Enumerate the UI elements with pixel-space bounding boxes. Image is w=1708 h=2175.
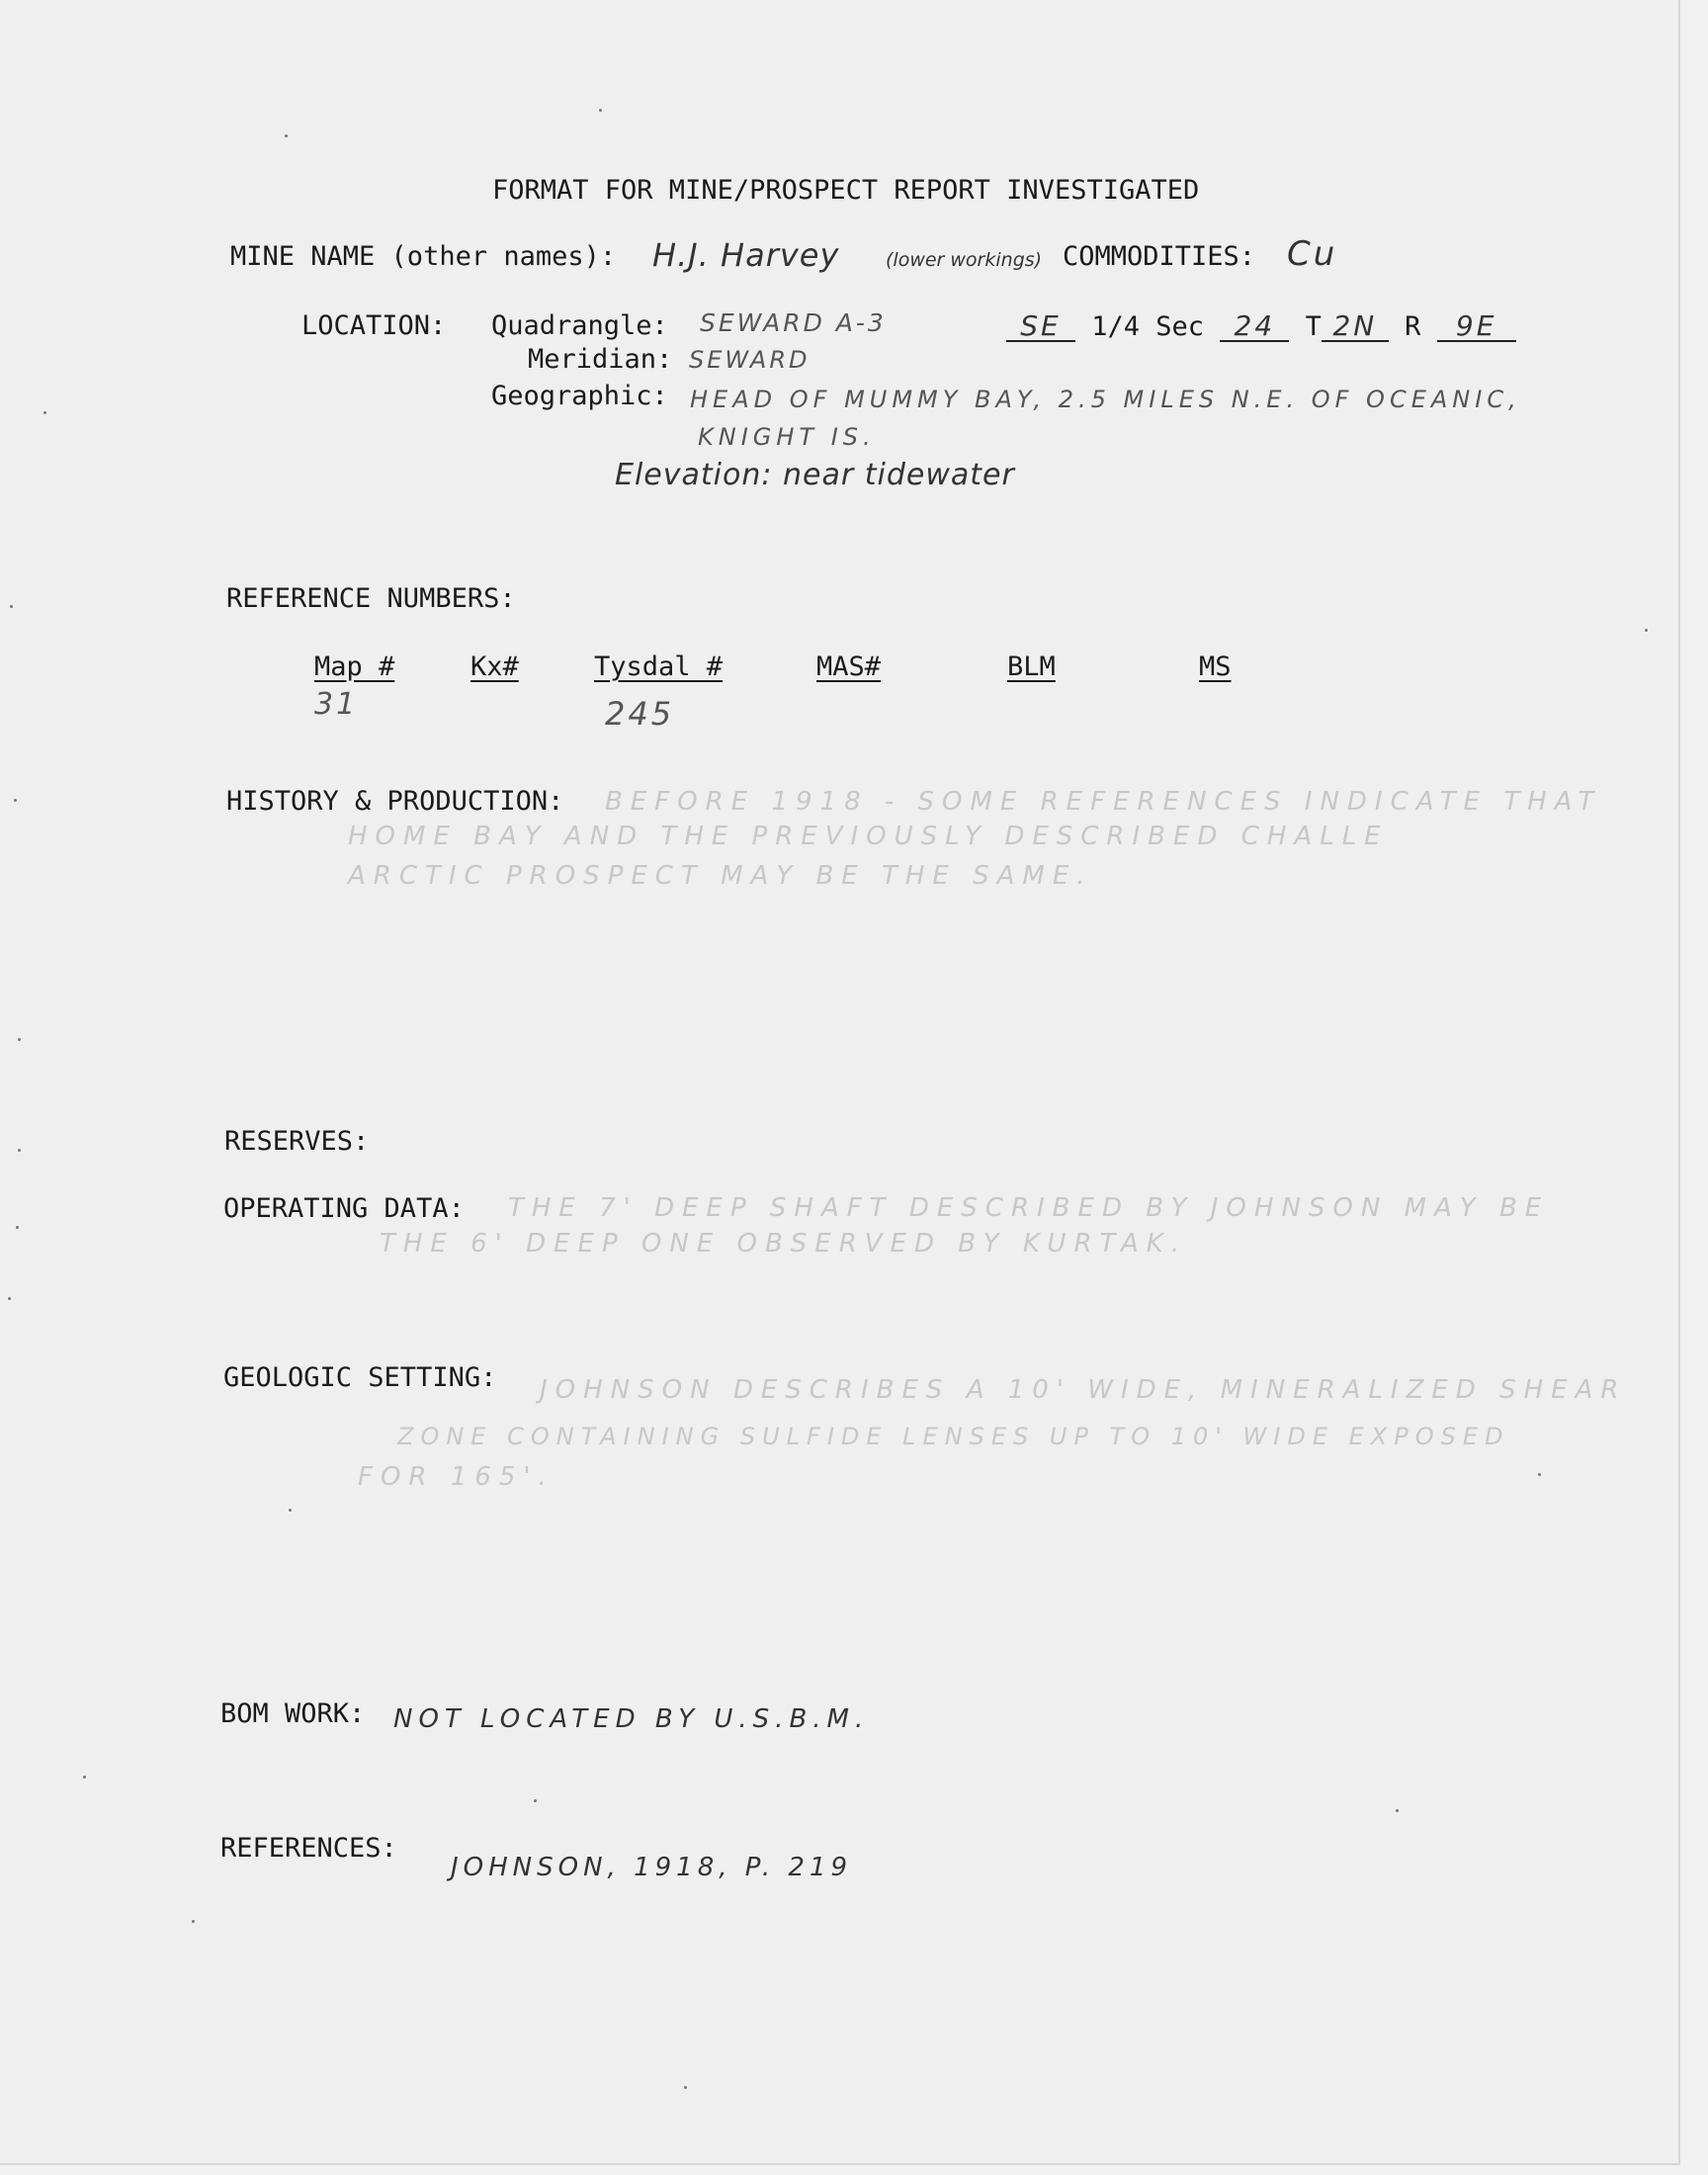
references-value: JOHNSON, 1918, P. 219 <box>451 1853 853 1882</box>
scan-speck <box>599 109 602 112</box>
operating-data-label: OPERATING DATA: <box>223 1193 465 1224</box>
ref-header-mas: MAS# <box>816 652 882 682</box>
reference-numbers-label: REFERENCE NUMBERS: <box>226 583 516 614</box>
history-label: HISTORY & PRODUCTION: <box>226 786 564 817</box>
geographic-line-1: HEAD OF MUMMY BAY, 2.5 MILES N.E. OF OCEANIC, <box>690 386 1521 413</box>
scan-speck <box>18 1149 21 1152</box>
township-value: 2N <box>1332 309 1378 342</box>
commodities-label: COMMODITIES: <box>1063 241 1256 272</box>
history-line-1: BEFORE 1918 - SOME REFERENCES INDICATE THAT <box>605 787 1602 817</box>
plss-group <box>1006 309 1516 342</box>
elevation-note: Elevation: near tidewater <box>615 458 1015 492</box>
operating-line-1: THE 7' DEEP SHAFT DESCRIBED BY JOHNSON MAY BE <box>508 1193 1550 1223</box>
bom-work-value: NOT LOCATED BY U.S.B.M. <box>393 1704 870 1734</box>
range-value: 9E <box>1455 309 1497 342</box>
geologic-line-2: ZONE CONTAINING SULFIDE LENSES UP TO 10' WIDE EXPOSED <box>397 1423 1510 1450</box>
scan-speck <box>285 134 288 137</box>
ref-value-map: 31 <box>314 687 359 722</box>
scan-speck <box>83 1776 86 1779</box>
scan-speck <box>43 411 46 414</box>
scan-speck <box>14 799 17 802</box>
mine-name-label: MINE NAME (other names): <box>230 241 617 272</box>
geographic-label: Geographic: <box>491 381 668 411</box>
location-label: LOCATION: <box>301 310 447 341</box>
operating-line-2: THE 6' DEEP ONE OBSERVED BY KURTAK. <box>380 1229 1188 1259</box>
ref-header-blm: BLM <box>1007 652 1056 682</box>
quadrangle-value: SEWARD A-3 <box>700 308 887 337</box>
ref-header-tysdal: Tysdal # <box>594 652 724 682</box>
section-value: 24 <box>1234 309 1276 342</box>
geologic-setting-label: GEOLOGIC SETTING: <box>223 1362 497 1393</box>
ref-value-tysdal: 245 <box>605 695 675 733</box>
history-line-2: HOME BAY AND THE PREVIOUSLY DESCRIBED CHALLE <box>348 822 1389 851</box>
scan-speck <box>10 605 13 608</box>
ref-header-ms: MS <box>1199 652 1232 682</box>
mine-name-value: H.J. Harvey <box>652 236 840 274</box>
scan-speck <box>684 2086 687 2089</box>
references-label: REFERENCES: <box>220 1833 397 1864</box>
form-title: FORMAT FOR MINE/PROSPECT REPORT INVESTIGATED <box>492 175 1200 206</box>
scan-speck <box>8 1297 11 1300</box>
scan-speck <box>16 1226 19 1229</box>
reserves-label: RESERVES: <box>224 1126 370 1157</box>
meridian-value: SEWARD <box>689 346 811 374</box>
scan-speck <box>192 1920 195 1923</box>
quadrangle-label: Quadrangle: <box>491 310 668 341</box>
township-label: T <box>1305 311 1322 342</box>
ref-header-kx: Kx# <box>470 652 519 682</box>
quarter-label: 1/4 Sec <box>1091 311 1205 342</box>
ref-header-map: Map # <box>314 652 395 682</box>
scan-speck <box>18 1038 21 1041</box>
bom-work-label: BOM WORK: <box>220 1698 366 1729</box>
scan-speck <box>289 1509 292 1512</box>
history-line-3: ARCTIC PROSPECT MAY BE THE SAME. <box>348 861 1093 891</box>
mine-name-note: (lower workings) <box>886 249 1043 271</box>
geologic-line-3: FOR 165'. <box>358 1462 555 1492</box>
geologic-line-1: JOHNSON DESCRIBES A 10' WIDE, MINERALIZED SHEAR <box>540 1375 1627 1405</box>
range-label: R <box>1405 311 1421 342</box>
meridian-label: Meridian: <box>528 344 673 375</box>
scan-speck <box>1396 1809 1399 1812</box>
quarter-value: SE <box>1020 309 1062 342</box>
commodities-value: Cu <box>1287 234 1338 274</box>
geographic-line-2: KNIGHT IS. <box>698 423 876 451</box>
scan-speck <box>1538 1473 1541 1476</box>
scan-speck <box>534 1799 537 1802</box>
scan-speck <box>1645 629 1648 632</box>
